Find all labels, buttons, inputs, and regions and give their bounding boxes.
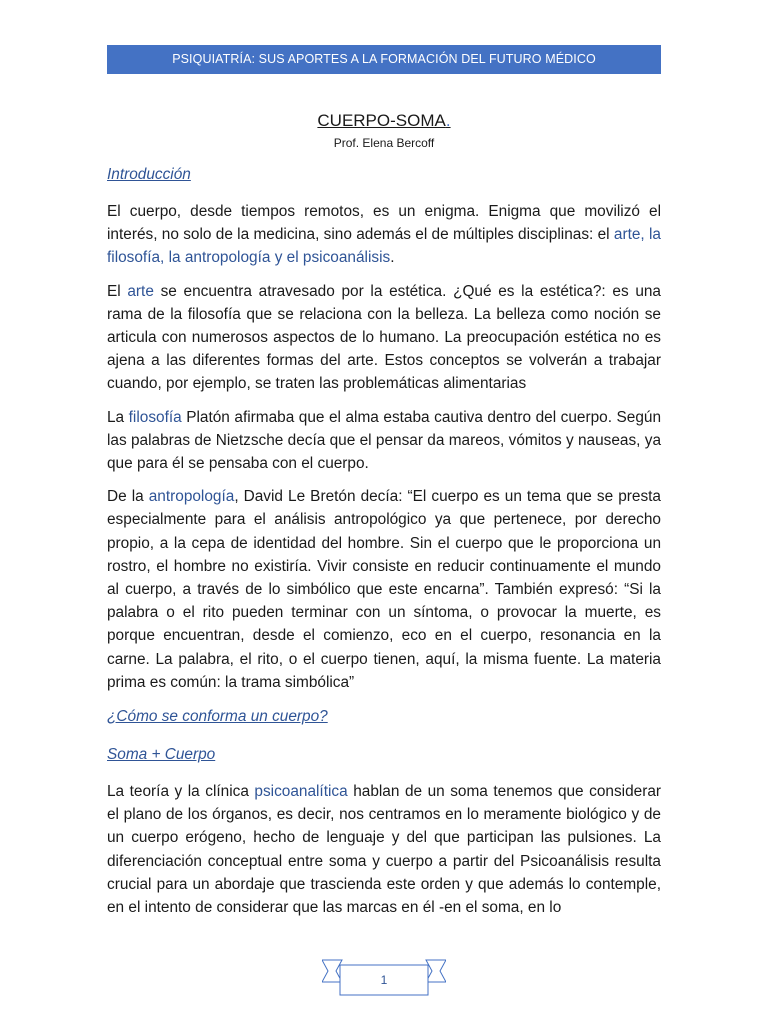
paragraph-antropologia [107,485,661,694]
document-body [107,162,661,929]
paragraph-psicoanalisis [107,780,661,919]
highlight-disciplines: arte, la filosofía, la antropología y el psicoanálisis [107,226,661,267]
document-author: Prof. Elena Bercoff [333,136,435,150]
paragraph-text: La teoría y la clínica [107,783,255,801]
paragraph-text: hablan de un soma tenemos que considerar el plano de los órganos, es decir, nos centramos en lo meramente biológico y de un cuerpo erógeno, hecho de lenguaje y del que participan las pulsiones. La diferenciación conceptual entre soma y cuerpo a partir del Psicoanálisis resulta crucial para un abordaje que trascienda este orden y que además lo contemple, en el intento de considerar que las marcas en él -en el soma, en lo [107,783,662,917]
title-text: CUERPO-SOMA [317,111,446,130]
section-heading-conformacion: ¿Cómo se conforma un cuerpo? [107,708,328,726]
paragraph-intro [107,200,661,270]
paragraph-text: . [390,249,395,267]
paragraph-filosofia [107,406,661,476]
highlight-filosofia: filosofía [128,408,182,426]
highlight-arte: arte [127,282,154,300]
paragraph-text: Platón afirmaba que el alma estaba cautiva dentro del cuerpo. Según las palabras de Nietzsche decía que el pensar da mareos, vómitos y nauseas, ya que para él se pensaba con el cuerpo. [107,408,662,473]
paragraph-text: se encuentra atravesado por la estética. ¿Qué es la estética?: es una rama de la filosofía que se relaciona con la belleza. La belleza como noción se articula con numerosos aspectos de lo humano. La preocupación estética no es ajena a las diferentes formas del arte. Estos conceptos se volverán a trabajar cuando, por ejemplo, se traten las problemáticas alimentarias [107,282,661,393]
section-heading-soma-cuerpo: Soma + Cuerpo [107,746,216,764]
paragraph-text: De la [107,488,149,506]
highlight-psicoanalitica: psicoanalítica [254,783,348,801]
title-dot: . [445,111,451,130]
paragraph-text: , David Le Bretón decía: “El cuerpo es un tema que se presta especialmente para el análisis antropológico ya que pertenece, por derecho propio, a la cepa de identidad del hombre. Sin el cuerpo que le proporciona un rostro, el hombre no existiría. Vivir consiste en reducir continuamente el mundo al cuerpo, a través de lo simbólico que este encarna”. También expresó: “Si la palabra o el rito pueden terminar con un síntoma, o provocar la muerte, es porque encuentran, desde el comienzo, eco en el cuerpo, resonancia en la carne. La palabra, el rito, o el cuerpo tienen, aquí, la misma fuente. La materia prima es común: la trama simbólica” [107,488,661,691]
section-heading-introduccion: Introducción [107,166,191,183]
paragraph-text: La [107,408,129,426]
page-number-ribbon [322,957,446,997]
paragraph-arte [107,280,661,396]
paragraph-text: El cuerpo, desde tiempos remotos, es un enigma. Enigma que movilizó el interés, no solo de la medicina, sino además el de múltiples disciplinas: el [107,203,661,244]
header-banner [107,45,661,74]
document-title [0,111,768,131]
paragraph-text: El [107,282,128,300]
header-banner-text: PSIQUIATRÍA: SUS APORTES A LA FORMACIÓN DEL FUTURO MÉDICO [172,52,596,66]
highlight-antropologia: antropología [148,488,235,506]
page-number: 1 [380,973,388,987]
